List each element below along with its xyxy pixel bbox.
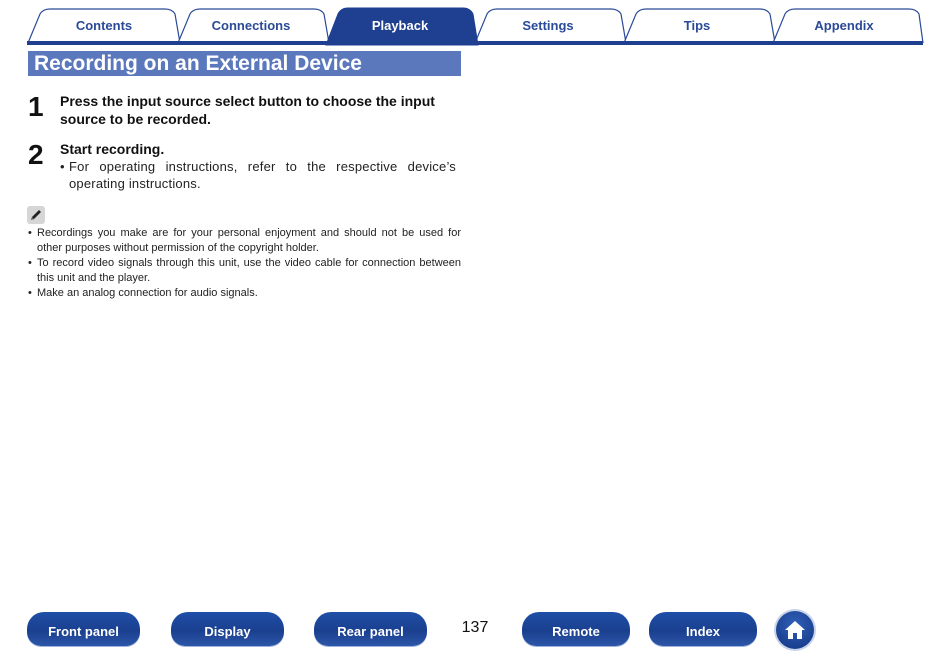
note-item-1-text: Recordings you make are for your personal enjoyment and should not be used for other purposes without permission of the copyright holder. bbox=[37, 227, 461, 254]
pencil-icon-glyph bbox=[29, 208, 43, 222]
note-item-2-text: To record video signals through this unit, use the video cable for connection between this unit and the player. bbox=[37, 257, 461, 284]
rear-panel-button[interactable]: Rear panel bbox=[314, 612, 427, 646]
page-title: Recording on an External Device bbox=[34, 52, 362, 75]
home-button[interactable] bbox=[776, 611, 814, 649]
bullet: • bbox=[28, 227, 32, 239]
note-item-3-text: Make an analog connection for audio signals. bbox=[37, 287, 258, 299]
note-item-2 bbox=[28, 256, 461, 286]
tab-appendix[interactable]: Appendix bbox=[814, 18, 874, 33]
remote-button[interactable]: Remote bbox=[522, 612, 630, 646]
tab-tips[interactable]: Tips bbox=[683, 18, 711, 33]
note-item-3 bbox=[28, 286, 461, 301]
note-item-1 bbox=[28, 226, 461, 256]
step-2-subtext-body: For operating instructions, refer to the respective device’s operating instructions. bbox=[69, 159, 456, 191]
tab-baseline bbox=[27, 41, 923, 45]
bullet: • bbox=[28, 287, 32, 299]
page-title-bar bbox=[28, 51, 461, 76]
bullet: • bbox=[28, 257, 32, 269]
tab-connections[interactable]: Connections bbox=[211, 18, 291, 33]
tab-settings[interactable]: Settings bbox=[522, 18, 574, 33]
pencil-icon bbox=[27, 206, 45, 224]
index-button[interactable]: Index bbox=[649, 612, 757, 646]
display-button[interactable]: Display bbox=[171, 612, 284, 646]
tab-playback[interactable]: Playback bbox=[371, 18, 429, 33]
front-panel-button[interactable]: Front panel bbox=[27, 612, 140, 646]
home-icon bbox=[783, 618, 807, 642]
step-2-subtext bbox=[60, 158, 456, 192]
step-1-text: Press the input source select button to choose the input source to be recorded. bbox=[60, 93, 435, 127]
step-1-number: 1 bbox=[28, 91, 44, 122]
step-2-text: Start recording. bbox=[60, 141, 165, 157]
tab-contents[interactable]: Contents bbox=[75, 18, 133, 33]
tab-bar bbox=[0, 0, 950, 48]
page-number: 137 bbox=[461, 619, 489, 636]
bullet: • bbox=[60, 159, 65, 174]
step-2-number: 2 bbox=[28, 139, 44, 170]
